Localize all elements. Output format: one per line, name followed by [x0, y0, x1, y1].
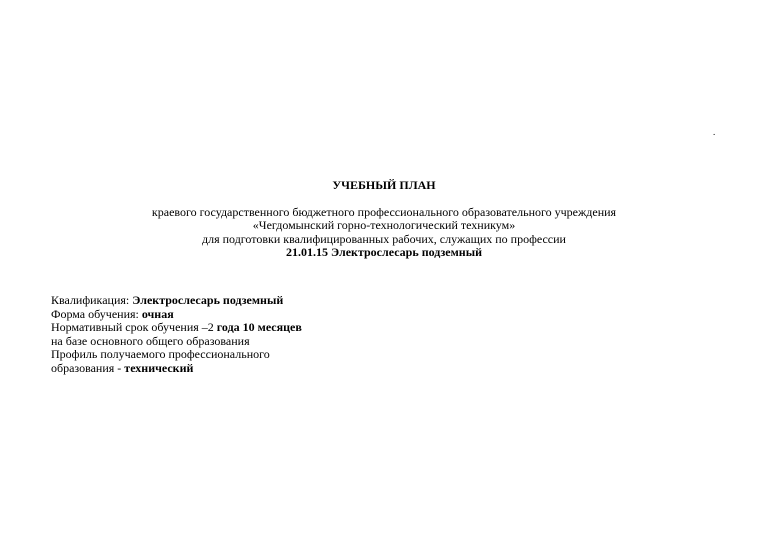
education-basis-row: на базе основного общего образования — [51, 333, 250, 348]
study-term-row — [51, 321, 302, 335]
study-term-label: Нормативный срок обучения –2 — [51, 320, 217, 335]
study-form-label: Форма обучения: — [51, 306, 142, 321]
qualification-value: Электрослесарь подземный — [132, 293, 284, 307]
profile-row-2 — [51, 362, 302, 376]
corner-mark: . — [713, 127, 716, 137]
institution-name-line: «Чегдомынский горно-технологический техникум» — [252, 218, 516, 233]
qualification-row — [51, 294, 302, 308]
study-term-value: года 10 месяцев — [216, 320, 302, 335]
profile-value: технический — [124, 360, 194, 375]
profile-label: образования - — [51, 360, 125, 375]
study-form-value: очная — [141, 306, 174, 321]
document-title: УЧЕБНЫЙ ПЛАН — [332, 178, 436, 192]
plan-details — [51, 294, 302, 376]
qualification-label: Квалификация: — [51, 293, 133, 307]
profile-row-1: Профиль получаемого профессионального — [51, 347, 270, 362]
institution-header — [0, 206, 768, 260]
training-purpose-line: для подготовки квалифицированных рабочих, служащих по профессии — [202, 231, 566, 246]
institution-type-line: краевого государственного бюджетного профессионального образовательного учреждения — [151, 205, 617, 219]
study-form-row — [51, 308, 302, 322]
profession-code-line: 21.01.15 Электрослесарь подземный — [286, 245, 482, 260]
